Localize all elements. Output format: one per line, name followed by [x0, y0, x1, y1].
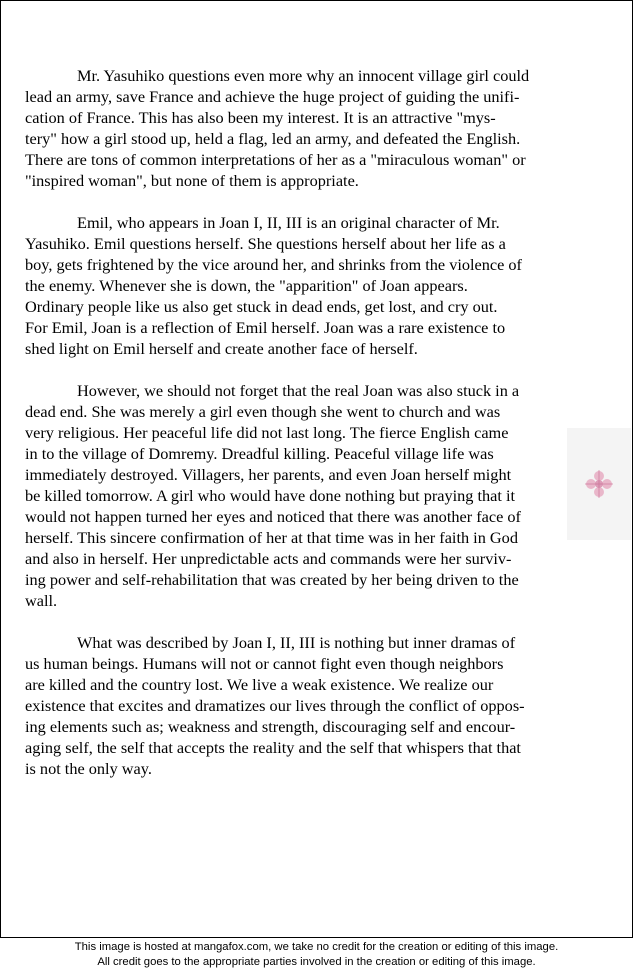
- pink-floral-logo-icon: [579, 464, 619, 504]
- footer-line-1: This image is hosted at mangafox.com, we take no credit for the creation or editing of this image.: [74, 941, 559, 953]
- text-line: ing elements such as; weakness and strength, discouraging self and encour-: [25, 717, 516, 736]
- text-line: What was described by Joan I, II, III is nothing but inner dramas of: [77, 633, 516, 652]
- hosting-credit-footer: [0, 940, 633, 970]
- paragraph-1: [25, 65, 570, 191]
- text-line: There are tons of common interpretations of her as a "miraculous woman" or: [25, 150, 526, 169]
- footer-line-2: All credit goes to the appropriate parties involved in the creation or editing of this image.: [97, 956, 536, 968]
- text-line: in to the village of Domremy. Dreadful killing. Peaceful village life was: [25, 444, 494, 463]
- text-line: Mr. Yasuhiko questions even more why an innocent village girl could: [77, 66, 530, 85]
- text-line: cation of France. This has also been my interest. It is an attractive "mys-: [25, 108, 496, 127]
- text-line: existence that excites and dramatizes our lives through the conflict of oppos-: [25, 696, 525, 715]
- text-line: aging self, the self that accepts the reality and the self that whispers that that: [25, 738, 521, 757]
- text-line: the enemy. Whenever she is down, the "apparition" of Joan appears.: [25, 276, 468, 295]
- text-line: be killed tomorrow. A girl who would have done nothing but praying that it: [25, 486, 516, 505]
- text-line: tery" how a girl stood up, held a flag, led an army, and defeated the English.: [25, 129, 521, 148]
- text-line: Ordinary people like us also get stuck in dead ends, get lost, and cry out.: [25, 297, 498, 316]
- text-line: shed light on Emil herself and create another face of herself.: [25, 339, 418, 358]
- text-line: lead an army, save France and achieve the huge project of guiding the unifi-: [25, 87, 520, 106]
- text-line: very religious. Her peaceful life did not last long. The fierce English came: [25, 423, 509, 442]
- text-line: wall.: [25, 591, 58, 610]
- text-line: immediately destroyed. Villagers, her parents, and even Joan herself might: [25, 465, 512, 484]
- paragraph-3: [25, 380, 570, 611]
- text-line: would not happen turned her eyes and noticed that there was another face of: [25, 507, 521, 526]
- text-line: are killed and the country lost. We live a weak existence. We realize our: [25, 675, 494, 694]
- text-line: herself. This sincere confirmation of her at that time was in her faith in God: [25, 528, 518, 547]
- text-line: boy, gets frightened by the vice around her, and shrinks from the violence of: [25, 255, 522, 274]
- essay-text: [25, 65, 570, 800]
- text-line: ing power and self-rehabilitation that was created by her being driven to the: [25, 570, 519, 589]
- watermark-logo: [567, 428, 631, 540]
- text-line: is not the only way.: [25, 759, 152, 778]
- paragraph-2: [25, 212, 570, 359]
- text-line: Yasuhiko. Emil questions herself. She questions herself about her life as a: [25, 234, 506, 253]
- text-line: For Emil, Joan is a reflection of Emil herself. Joan was a rare existence to: [25, 318, 506, 337]
- text-line: us human beings. Humans will not or cannot fight even though neighbors: [25, 654, 504, 673]
- text-line: "inspired woman", but none of them is appropriate.: [25, 171, 359, 190]
- text-line: Emil, who appears in Joan I, II, III is an original character of Mr.: [77, 213, 500, 232]
- text-line: However, we should not forget that the real Joan was also stuck in a: [77, 381, 520, 400]
- text-line: and also in herself. Her unpredictable acts and commands were her surviv-: [25, 549, 512, 568]
- text-line: dead end. She was merely a girl even though she went to church and was: [25, 402, 501, 421]
- paragraph-4: [25, 632, 570, 779]
